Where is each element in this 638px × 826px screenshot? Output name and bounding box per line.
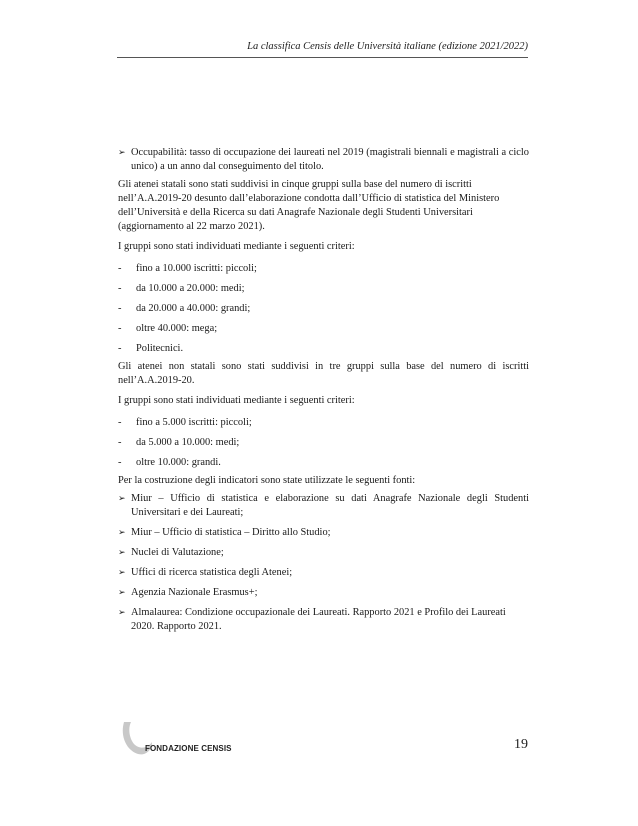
paragraph-line: dell’Università e della Ricerca su dati Anagrafe Nazionale degli Studenti Universitari: [118, 207, 473, 218]
list-item-text: da 20.000 a 40.000: grandi;: [136, 303, 251, 314]
sources-intro: Per la costruzione degli indicatori sono state utilizzate le seguenti fonti:: [118, 475, 416, 486]
arrowhead-bullet-icon: ➢: [118, 528, 126, 538]
dash-bullet: -: [118, 437, 122, 448]
source-text: Nuclei di Valutazione;: [131, 547, 224, 558]
source-text: Miur – Ufficio di statistica e elaborazione su dati Anagrafe Nazionale degli Studenti Universitari e dei Laureati;: [131, 493, 529, 518]
arrowhead-bullet-icon: ➢: [118, 494, 126, 504]
paragraph-line: Gli atenei statali sono stati suddivisi in cinque gruppi sulla base del numero di iscritti: [118, 179, 472, 190]
dash-bullet: -: [118, 303, 122, 314]
dash-bullet: -: [118, 457, 122, 468]
list-item-statali: [118, 282, 529, 296]
list-item-statali: [118, 322, 529, 336]
criteria-intro: I gruppi sono stati individuati mediante i seguenti criteri:: [118, 241, 355, 252]
source-item: [118, 526, 529, 540]
list-item-text: Politecnici.: [136, 343, 184, 354]
dash-bullet: -: [118, 343, 122, 354]
list-item-non-statali: [118, 416, 529, 430]
criteria-intro: I gruppi sono stati individuati mediante i seguenti criteri:: [118, 395, 355, 406]
header-divider: [117, 57, 528, 58]
source-text: Almalaurea: Condizione occupazionale dei Laureati. Rapporto 2021 e Profilo dei Laureati 2020. Rapporto 2021.: [131, 607, 506, 632]
list-item-statali: [118, 262, 529, 276]
page-body: [118, 146, 529, 634]
list-item-text: da 10.000 a 20.000: medi;: [136, 283, 245, 294]
arrowhead-bullet-icon: ➢: [118, 588, 126, 598]
list-item-text: fino a 10.000 iscritti: piccoli;: [136, 263, 257, 274]
source-text: Miur – Ufficio di statistica – Diritto allo Studio;: [131, 527, 331, 538]
paragraph-line: (aggiornamento al 22 marzo 2021).: [118, 221, 265, 232]
bullet-item-occupabilita: [118, 146, 529, 174]
paragraph-non-statali: Gli atenei non statali sono stati suddivisi in tre gruppi sulla base del numero di iscritti nell’A.A.2019-20.: [118, 361, 529, 386]
dash-bullet: -: [118, 283, 122, 294]
arrowhead-bullet-icon: ➢: [118, 148, 126, 158]
list-item-text: da 5.000 a 10.000: medi;: [136, 437, 240, 448]
dash-bullet: -: [118, 263, 122, 274]
dash-bullet: -: [118, 323, 122, 334]
source-item: [118, 606, 529, 634]
header-title: La classifica Censis delle Università italiane (edizione 2021/2022): [247, 41, 528, 52]
arrowhead-bullet-icon: ➢: [118, 548, 126, 558]
list-item-statali: [118, 302, 529, 316]
arrowhead-bullet-icon: ➢: [118, 608, 126, 618]
list-item-statali: [118, 342, 529, 356]
paragraph-line: nell’A.A.2019-20 desunto dall’elaborazione condotta dall’Ufficio di statistica del Ministero: [118, 193, 500, 204]
footer-org-name: FONDAZIONE CENSIS: [145, 744, 232, 753]
source-item: [118, 492, 529, 520]
source-item: [118, 546, 529, 560]
arrowhead-bullet-icon: ➢: [118, 568, 126, 578]
list-item-non-statali: [118, 456, 529, 470]
source-text: Uffici di ricerca statistica degli Atenei;: [131, 567, 293, 578]
source-item: [118, 586, 529, 600]
list-item-non-statali: [118, 436, 529, 450]
bullet-text: Occupabilità: tasso di occupazione dei laureati nel 2019 (magistrali biennali e magistrali a ciclo unico) a un anno dal conseguimento del titolo.: [131, 147, 529, 172]
paragraph-statali: [118, 178, 529, 234]
list-item-text: oltre 10.000: grandi.: [136, 457, 221, 468]
source-text: Agenzia Nazionale Erasmus+;: [131, 587, 258, 598]
list-item-text: oltre 40.000: mega;: [136, 323, 218, 334]
source-item: [118, 566, 529, 580]
page-number: 19: [514, 737, 528, 752]
dash-bullet: -: [118, 417, 122, 428]
list-item-text: fino a 5.000 iscritti: piccoli;: [136, 417, 252, 428]
